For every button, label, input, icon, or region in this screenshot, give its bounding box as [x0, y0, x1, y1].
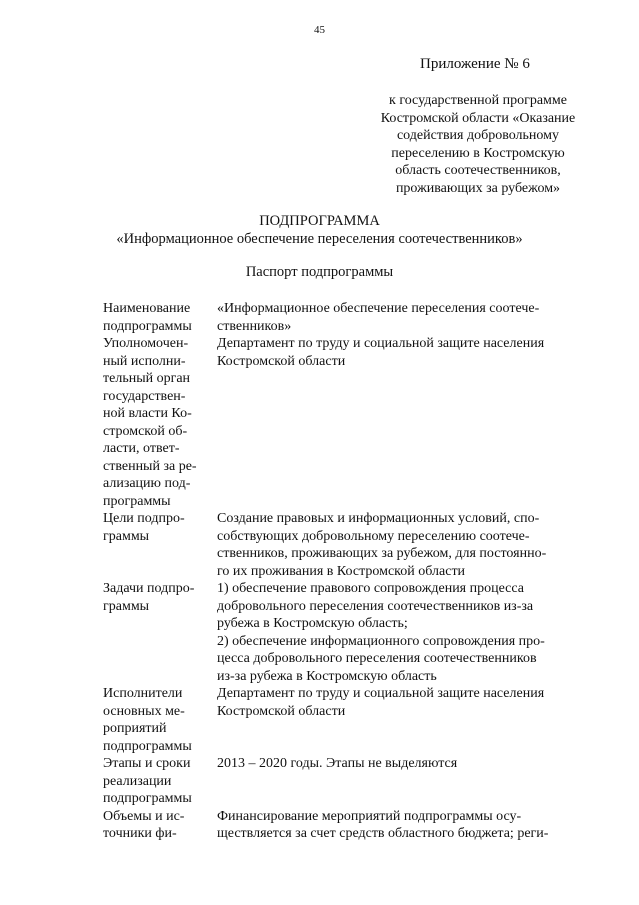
label-line: ласти, ответ-: [103, 441, 180, 456]
row-label: [103, 300, 207, 335]
label-line: реализации: [103, 773, 172, 789]
passport-row-authority: [103, 335, 583, 510]
label-line: государствен-: [103, 388, 186, 404]
label-line: Объемы и ис-: [103, 808, 185, 824]
value-line: Создание правовых и информационных условий, спо-: [217, 511, 540, 526]
label-line: роприятий: [103, 721, 167, 736]
value-line: Костромской области: [217, 353, 346, 369]
subprogram-heading: ПОДПРОГРАММА: [259, 213, 380, 229]
label-line: подпрограммы: [103, 318, 192, 334]
appendix-ref-line: содействия добровольному: [396, 128, 560, 143]
appendix-ref-line: к государственной программе: [389, 93, 567, 108]
appendix-ref-line: область соотечественников,: [395, 163, 561, 178]
label-line: программы: [103, 493, 171, 509]
passport-title: Паспорт подпрограммы: [245, 264, 394, 280]
row-value: [217, 510, 583, 580]
label-line: граммы: [103, 598, 150, 614]
row-value: [217, 580, 583, 685]
value-line: 2013 – 2020 годы. Этапы не выделяются: [217, 756, 458, 771]
row-label: [103, 685, 207, 755]
row-value: [217, 685, 583, 720]
label-line: ализацию под-: [103, 476, 191, 491]
row-label: [103, 808, 207, 843]
label-line: Задачи подпро-: [103, 581, 195, 596]
passport-row-funding: [103, 808, 583, 843]
label-line: точники фи-: [103, 826, 177, 841]
label-line: Цели подпро-: [103, 511, 185, 526]
row-value: [217, 300, 583, 335]
value-line: Департамент по труду и социальной защите населения: [217, 336, 545, 351]
label-line: Уполномочен-: [103, 336, 189, 351]
label-line: тельный орган: [103, 371, 191, 386]
label-line: стромской об-: [103, 423, 188, 439]
label-line: Этапы и сроки: [103, 756, 191, 771]
label-line: Исполнители: [103, 686, 183, 701]
passport-row-goals: [103, 510, 583, 580]
row-value: [217, 755, 583, 773]
value-line: ственников»: [217, 318, 292, 334]
value-line: 1) обеспечение правового сопровождения процесса: [217, 581, 524, 596]
row-value: [217, 808, 583, 843]
value-line: ственников, проживающих за рубежом, для постоянно-: [217, 546, 547, 561]
label-line: ный исполни-: [103, 353, 186, 369]
value-line: Финансирование мероприятий подпрограммы осу-: [217, 808, 522, 824]
label-line: ной власти Ко-: [103, 406, 192, 421]
value-line: Костромской области: [217, 703, 346, 719]
passport-row-stages: [103, 755, 583, 808]
label-line: граммы: [103, 528, 150, 544]
label-line: подпрограммы: [103, 791, 192, 806]
row-label: [103, 580, 207, 615]
row-value: [217, 335, 583, 370]
value-line: добровольного переселения соотечественников из-за: [217, 598, 534, 614]
page-number: 45: [314, 24, 325, 36]
label-line: подпрограммы: [103, 738, 192, 754]
value-line: «Информационное обеспечение переселения соотече-: [217, 301, 540, 316]
value-line: рубежа в Костромскую область;: [217, 616, 408, 631]
passport-table: [103, 300, 583, 843]
appendix-number: Приложение № 6: [420, 56, 530, 72]
passport-row-name: [103, 300, 583, 335]
value-line: собствующих добровольному переселению соотече-: [217, 528, 530, 544]
subprogram-title: [0, 212, 639, 248]
value-line: Департамент по труду и социальной защите населения: [217, 686, 545, 701]
label-line: Наименование: [103, 301, 191, 316]
subprogram-name: «Информационное обеспечение переселения соотечественников»: [116, 231, 523, 247]
value-line: го их проживания в Костромской области: [217, 563, 466, 579]
value-line: цесса добровольного переселения соотечественников: [217, 651, 537, 666]
passport-row-tasks: [103, 580, 583, 685]
value-line: из-за рубежа в Костромскую область: [217, 668, 437, 684]
appendix-ref-line: переселению в Костромскую: [391, 145, 565, 161]
appendix-ref-line: Костромской области «Оказание: [380, 110, 576, 126]
row-label: [103, 335, 207, 510]
appendix-ref-line: проживающих за рубежом»: [395, 180, 561, 196]
label-line: ственный за ре-: [103, 458, 197, 474]
row-label: [103, 510, 207, 545]
appendix-reference: [360, 92, 596, 197]
passport-row-executors: [103, 685, 583, 755]
label-line: основных ме-: [103, 703, 185, 719]
value-line: 2) обеспечение информационного сопровождения про-: [217, 633, 545, 649]
value-line: ществляется за счет средств областного бюджета; реги-: [217, 826, 549, 841]
row-label: [103, 755, 207, 808]
